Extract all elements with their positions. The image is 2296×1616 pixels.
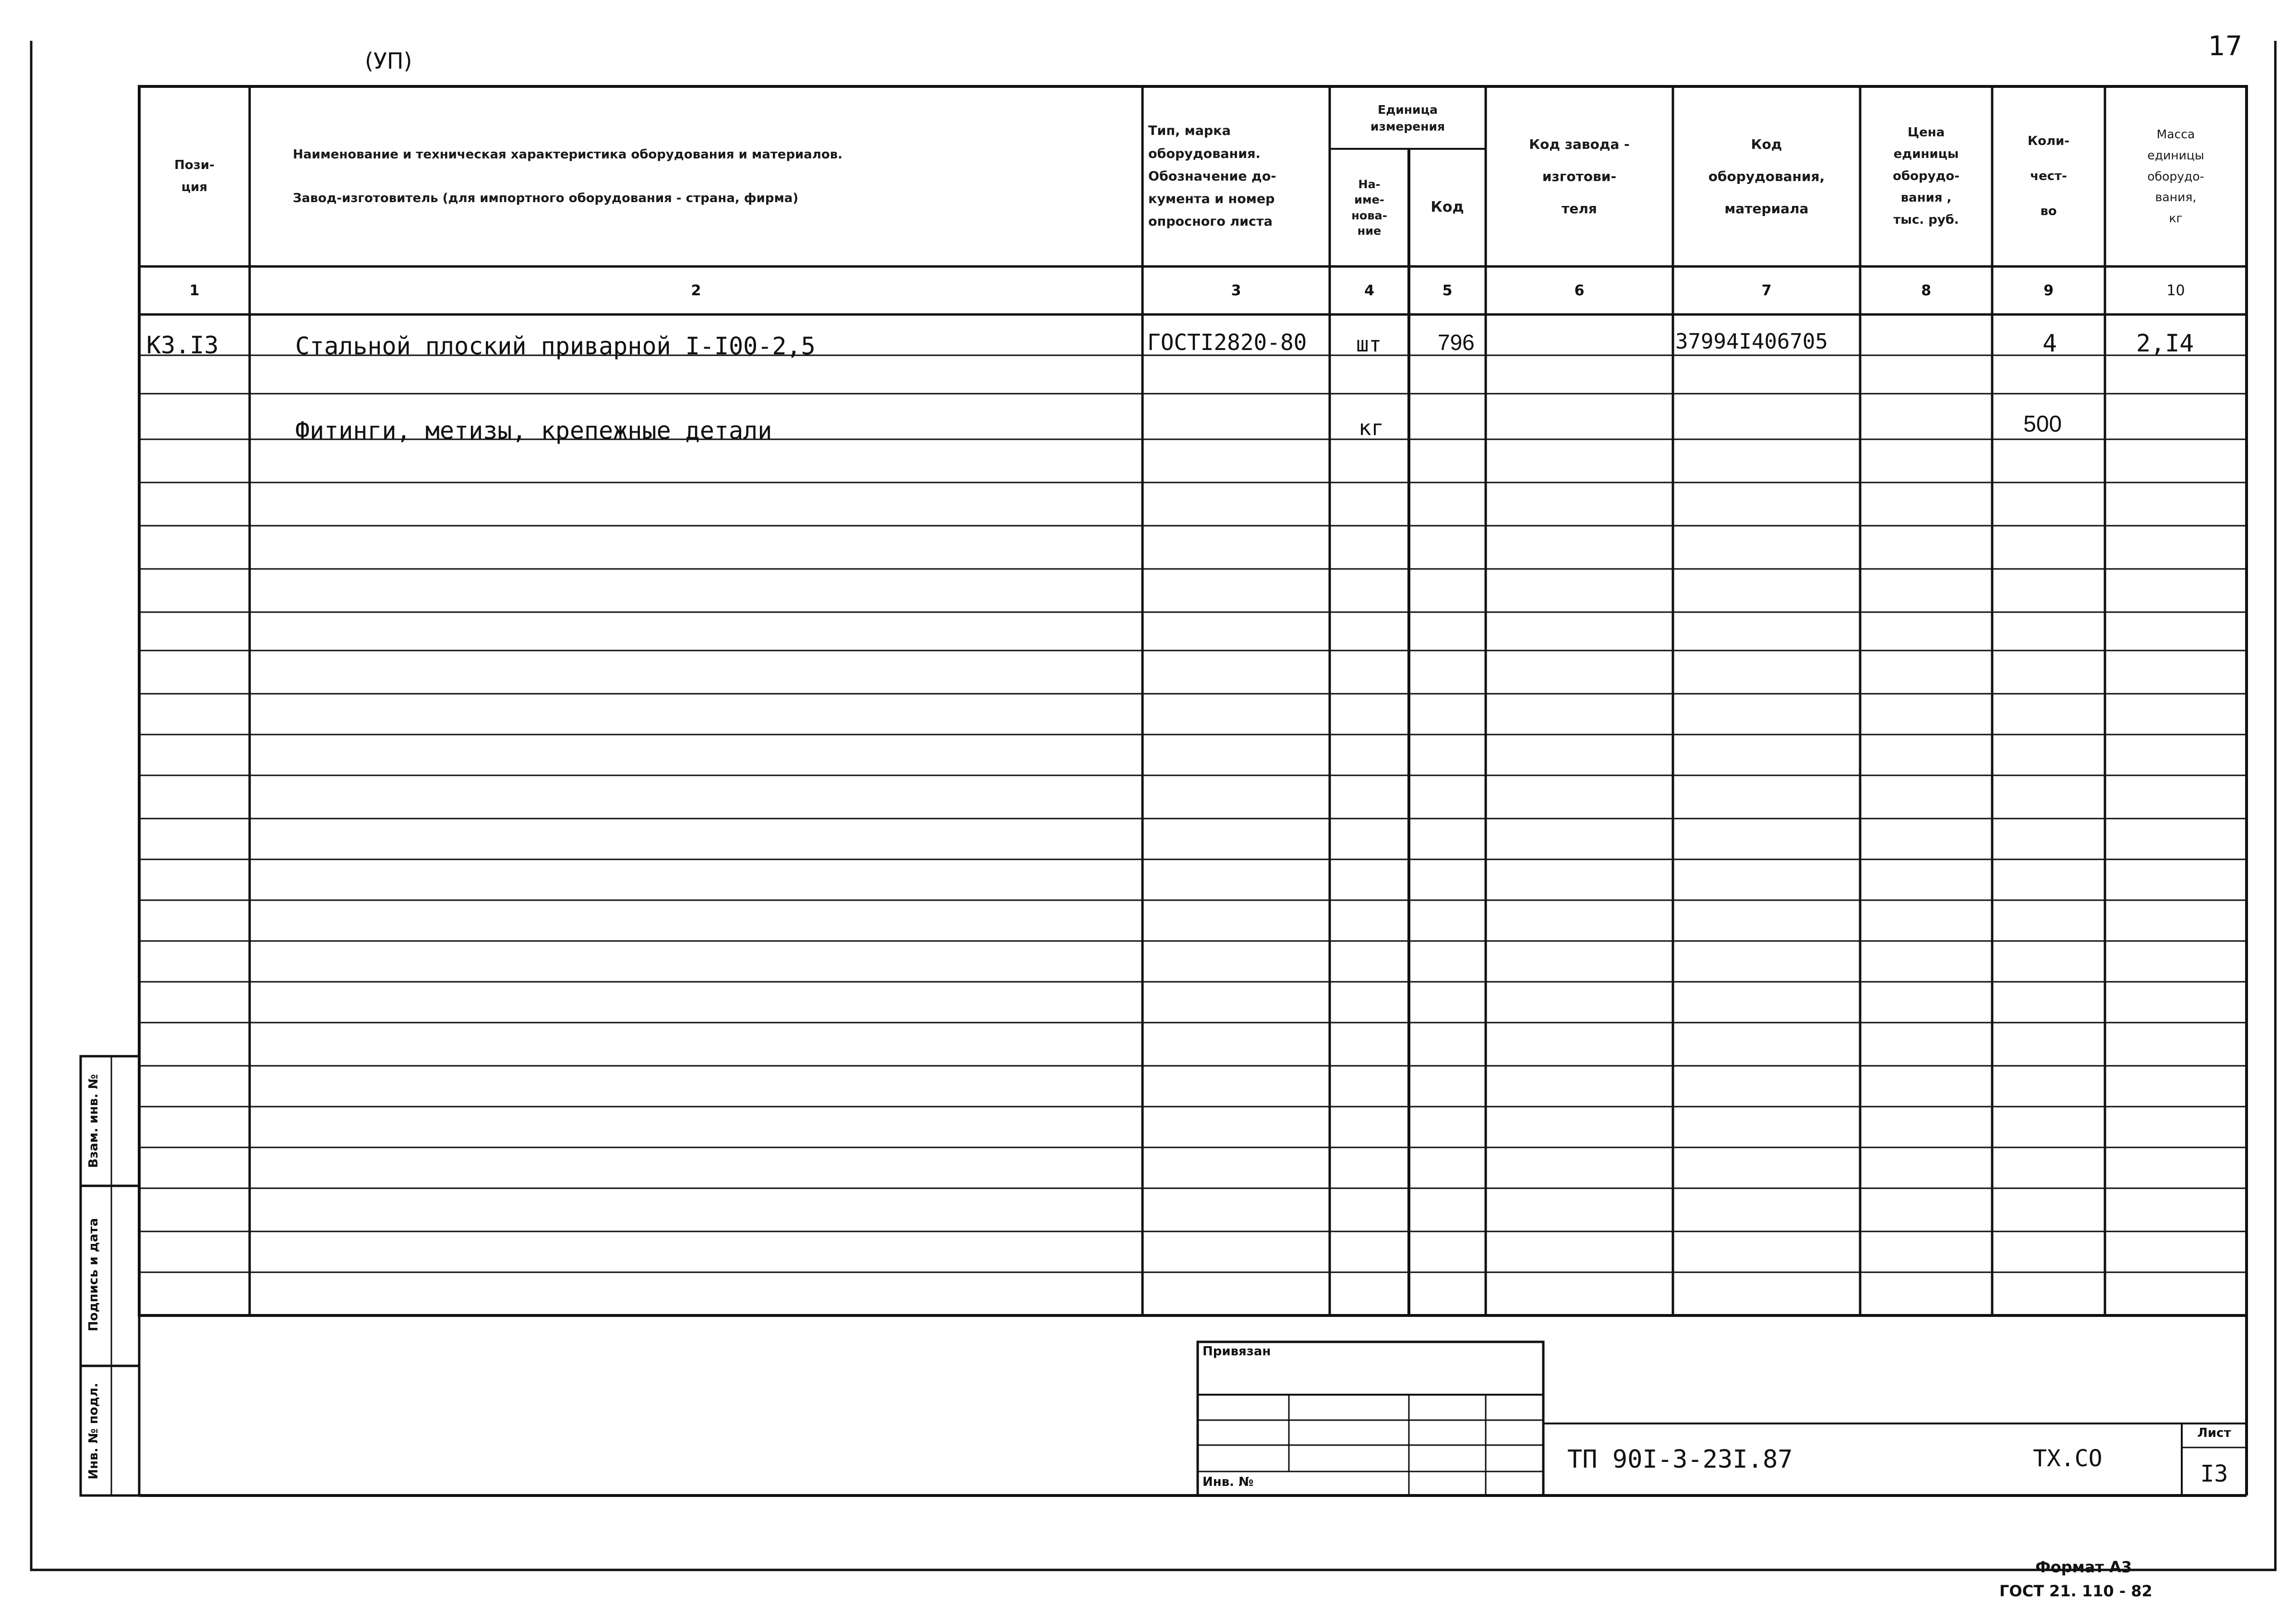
column-number: 3 xyxy=(1231,282,1241,299)
header-unit-group: Единица измерения xyxy=(1370,103,1445,133)
header-type: Тип, марка оборудования. Обозначение до- кумента и номер опросного листа xyxy=(1148,123,1276,229)
header-unit-name: На- име- нова- ние xyxy=(1351,177,1387,238)
stamp-privyazan: Привязан xyxy=(1202,1344,1271,1359)
header-name: Наименование и техническая характеристика оборудования и материалов. Завод-изготовитель (для импортного оборудования - страна, фирма) xyxy=(293,147,843,205)
column-number: 1 xyxy=(189,282,200,299)
row-1-mass: 2,I4 xyxy=(2136,329,2194,357)
header-factory-code: Код завода - изготови- теля xyxy=(1529,136,1630,217)
row-1-unit: шт xyxy=(1356,332,1382,357)
column-number: 9 xyxy=(2044,282,2054,299)
header-mass: Масса единицы оборудо- вания, кг xyxy=(2147,127,2204,226)
gost-label: ГОСТ 21. 110 - 82 xyxy=(1999,1582,2152,1600)
format-label: Формат А3 xyxy=(2035,1558,2132,1576)
side-label-inv: Инв. № подл. xyxy=(86,1383,101,1480)
row-1-position: КЗ.IЗ xyxy=(146,331,219,359)
stamp-inv-no: Инв. № xyxy=(1202,1475,1254,1489)
sheet-label: Лист xyxy=(2197,1426,2231,1440)
row-2-quantity: 500 xyxy=(2023,411,2062,437)
row-2-name: Фитинги, метизы, крепежные детали xyxy=(295,417,772,445)
row-2-unit: кг xyxy=(1358,416,1384,440)
column-number: 6 xyxy=(1574,282,1585,299)
row-1-type: ГОСТI2820-80 xyxy=(1147,329,1307,355)
page-number: 17 xyxy=(2208,31,2243,62)
side-label-vzam: Взам. инв. № xyxy=(86,1074,101,1168)
side-label-podpis: Подпись и дата xyxy=(86,1218,101,1332)
row-1-name: Стальной плоский приварной I-I00-2,5 xyxy=(295,332,816,360)
row-1-equipment-code: 37994I406705 xyxy=(1675,329,1828,354)
column-number: 8 xyxy=(1921,282,1931,299)
column-number: 2 xyxy=(691,282,701,299)
row-1-quantity: 4 xyxy=(2043,329,2057,357)
column-number: 10 xyxy=(2166,282,2185,299)
header-unit-code: Код xyxy=(1430,199,1464,216)
header-equipment-code: Код оборудования, материала xyxy=(1708,136,1825,217)
page-mark: (УП) xyxy=(365,48,412,74)
header-position: Пози- ция xyxy=(174,158,215,194)
column-number: 4 xyxy=(1364,282,1374,299)
document-code: ТП 90I-3-23I.87 xyxy=(1567,1445,1793,1474)
header-quantity: Коли- чест- во xyxy=(2027,134,2070,218)
header-price: Цена единицы оборудо- вания , тыс. руб. xyxy=(1892,125,1960,227)
document-mark: ТХ.СО xyxy=(2033,1445,2103,1472)
row-1-unit-code: 796 xyxy=(1438,330,1475,355)
column-number: 5 xyxy=(1442,282,1453,299)
column-number: 7 xyxy=(1761,282,1772,299)
sheet-number: I3 xyxy=(2200,1460,2228,1487)
